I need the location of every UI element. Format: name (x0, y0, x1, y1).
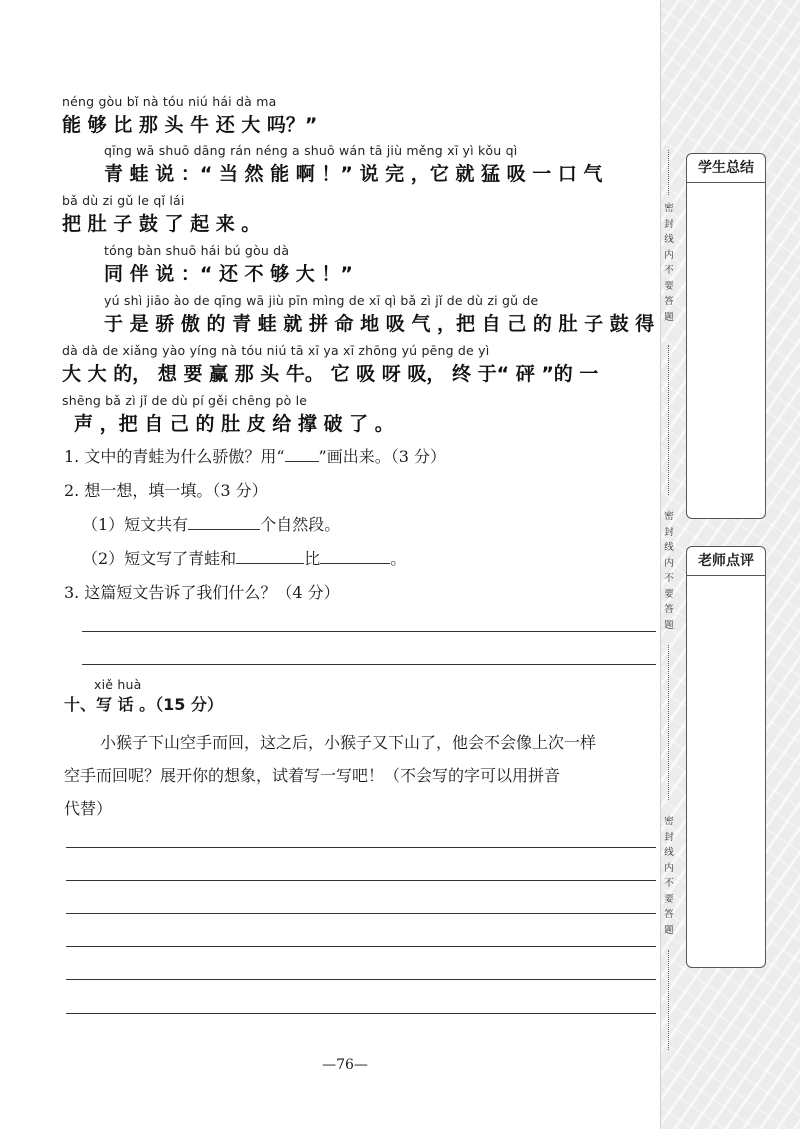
question-2-2-end: 。 (390, 549, 407, 568)
writing-prompt-line-3: 代替） (64, 799, 113, 818)
story-line-5: 于 是 骄 傲 的 青 蛙 就 拼 命 地 吸 气 ，把 自 己 的 肚 子 鼓 得 (104, 313, 655, 335)
question-2-1-suffix: 个自然段。 (260, 515, 341, 534)
writing-line-5[interactable] (66, 979, 656, 980)
question-2-2-mid: 比 (304, 549, 321, 568)
question-1-mark-sample (285, 461, 319, 462)
seal-text-2: 密 封 线 内 不 要 答 题 (664, 511, 674, 631)
margin-divider (660, 0, 661, 1129)
writing-title-pinyin: xiě huà (94, 677, 142, 692)
seal-dotted-line (668, 645, 669, 800)
writing-line-2[interactable] (66, 880, 656, 881)
question-3: 3. 这篇短文告诉了我们什么？（4 分） (64, 583, 340, 602)
writing-prompt-line-1: 小猴子下山空手而回，这之后，小猴子又下山了，他会不会像上次一样 (100, 733, 597, 752)
writing-line-6[interactable] (66, 1013, 656, 1014)
seal-dotted-line (668, 345, 669, 495)
question-1-score: ”画出来。（3 分） (318, 447, 446, 466)
seal-dotted-line-bottom (668, 950, 669, 1050)
writing-line-4[interactable] (66, 946, 656, 947)
compare-blank-2[interactable] (320, 563, 390, 564)
story-line-6: 大 大 的， 想 要 赢 那 头 牛。 它 吸 呀 吸， 终 于“ 砰 ”的 一 (62, 363, 599, 385)
story-line-3: 把 肚 子 鼓 了 起 来 。 (62, 213, 261, 235)
compare-blank-1[interactable] (236, 563, 304, 564)
question-2-1 (82, 512, 340, 535)
seal-text-3: 密 封 线 内 不 要 答 题 (664, 816, 674, 936)
story-line-7: 声 ，把 自 己 的 肚 皮 给 撑 破 了 。 (74, 413, 394, 435)
question-2-2 (82, 546, 406, 569)
page-number: —76— (322, 1057, 368, 1073)
pinyin-line-7: shēng bǎ zì jǐ de dù pí gěi chēng pò le (62, 393, 308, 408)
pinyin-line-3: bǎ dù zi gǔ le qǐ lái (62, 193, 185, 208)
question-2-1-text: （1）短文共有 (82, 515, 189, 534)
writing-title: 十、写 话 。（15 分） (64, 695, 223, 714)
question-2-2-text: （2）短文写了青蛙和 (82, 549, 237, 568)
pinyin-line-4: tóng bàn shuō hái bú gòu dà (104, 243, 290, 258)
question-1 (64, 444, 446, 467)
student-summary-panel[interactable] (686, 153, 766, 519)
story-line-4: 同 伴 说 ：“ 还 不 够 大 ！” (104, 263, 353, 285)
pinyin-line-5: yú shì jiāo ào de qīng wā jiù pīn mìng de xī qì bǎ zì jǐ de dù zi gǔ de (104, 293, 539, 308)
pinyin-line-6: dà dà de xiǎng yào yíng nà tóu niú tā xī ya xī zhōng yú pēng de yì (62, 343, 490, 358)
writing-prompt-line-2: 空手而回呢？展开你的想象，试着写一写吧！（不会写的字可以用拼音 (64, 766, 561, 785)
writing-line-1[interactable] (66, 847, 656, 848)
story-line-2: 青 蛙 说 ：“ 当 然 能 啊 ！” 说 完 ，它 就 猛 吸 一 口 气 (104, 163, 603, 185)
writing-line-3[interactable] (66, 913, 656, 914)
teacher-comment-panel[interactable] (686, 546, 766, 968)
story-line-1: 能 够 比 那 头 牛 还 大 吗？” (62, 114, 318, 136)
pinyin-line-2: qīng wā shuō dāng rán néng a shuō wán tā jiù měng xī yì kǒu qì (104, 143, 518, 158)
answer-line-1[interactable] (82, 631, 656, 632)
seal-text-1: 密 封 线 内 不 要 答 题 (664, 203, 674, 323)
student-summary-title: 学生总结 (687, 154, 765, 183)
pinyin-line-1: néng gòu bǐ nà tóu niú hái dà ma (62, 94, 277, 109)
answer-line-2[interactable] (82, 664, 656, 665)
question-1-text: 1. 文中的青蛙为什么骄傲？用“ (64, 447, 285, 466)
question-2: 2. 想一想，填一填。（3 分） (64, 481, 268, 500)
seal-dotted-line-top (668, 150, 669, 195)
teacher-comment-title: 老师点评 (687, 547, 765, 576)
paragraph-count-blank[interactable] (188, 529, 260, 530)
